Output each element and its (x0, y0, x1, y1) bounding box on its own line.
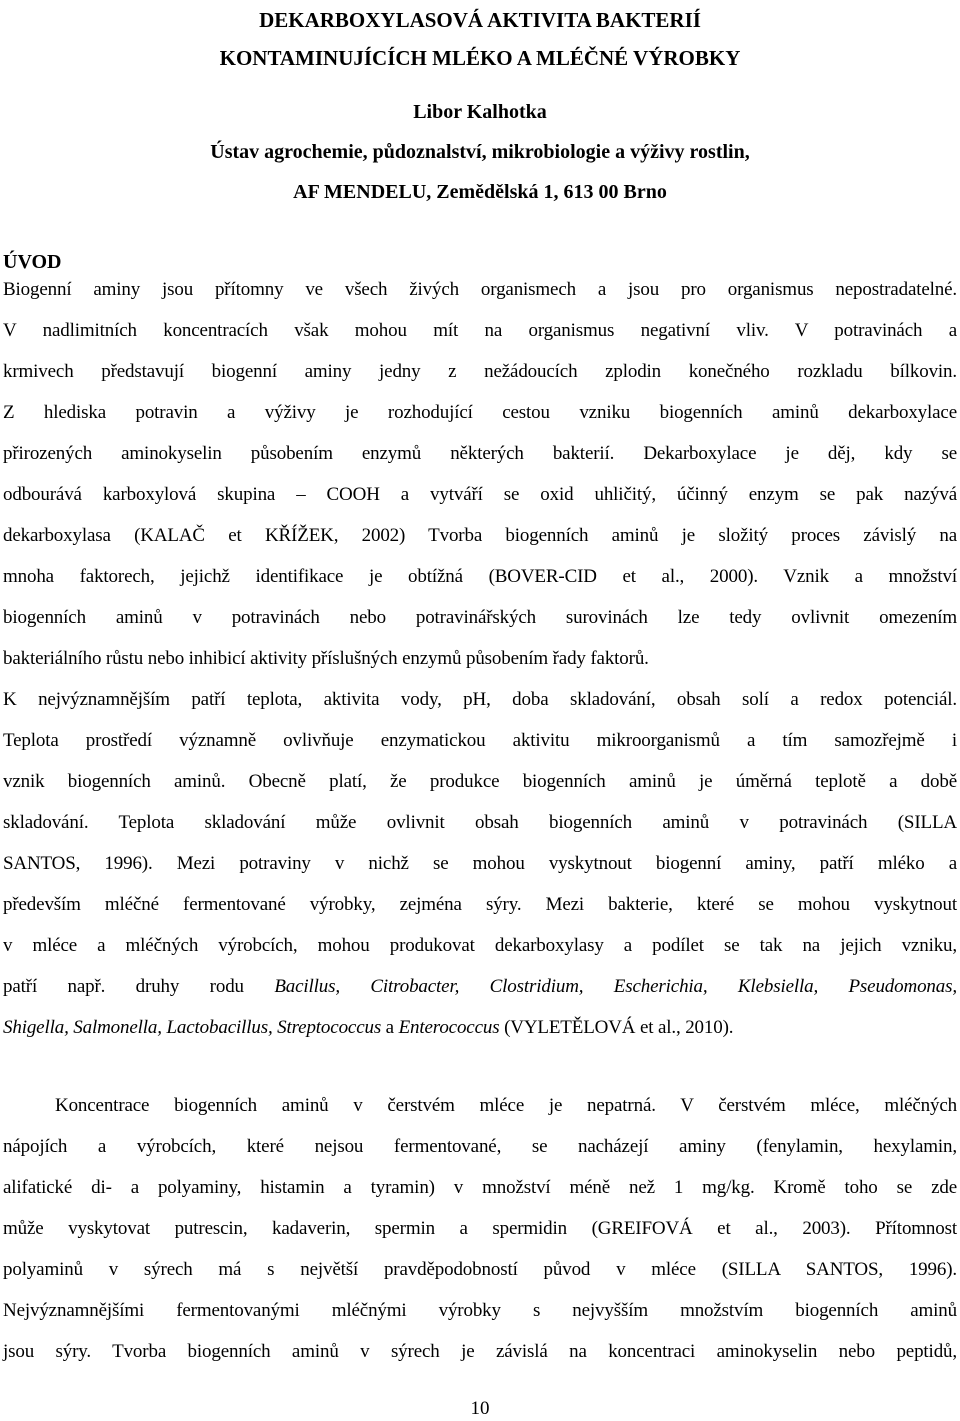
page-number: 10 (470, 1398, 490, 1419)
paragraph-1-line: skladování. Teplota skladování může ovlivnit obsah biogenních aminů v potravinách (SILLA (3, 812, 957, 833)
author-name: Libor Kalhotka (413, 101, 547, 123)
author-block (0, 100, 960, 220)
title-line-2: KONTAMINUJÍCÍCH MLÉKO A MLÉČNÉ VÝROBKY (219, 46, 741, 70)
paragraph-1-line: mnoha faktorech, jejichž identifikace je obtížná (BOVER-CID et al., 2000). Vznik a množství (3, 566, 957, 587)
paragraph-1-line: Z hlediska potravin a výživy je rozhodující cestou vzniku biogenních aminů dekarboxylace (3, 402, 957, 423)
paragraph-1-line: odbourává karboxylová skupina – COOH a vytváří se oxid uhličitý, účinný enzym se pak nazývá (3, 484, 957, 505)
paragraph-1-line: krmivech představují biogenní aminy jedny z nežádoucích zplodin konečného rozkladu bílkovin. (3, 361, 957, 382)
paragraph-1-line: Biogenní aminy jsou přítomny ve všech živých organismech a jsou pro organismus nepostradatelné. (3, 279, 957, 300)
paragraph-1-line: bakteriálního růstu nebo inhibicí aktivity příslušných enzymů působením řady faktorů. (3, 648, 649, 669)
citation-text: (VYLETĚLOVÁ et al., 2010). (499, 1017, 734, 1038)
species-conjunction: a (381, 1017, 399, 1038)
paragraph-2-line: alifatické di- a polyaminy, histamin a tyramin) v množství méně než 1 mg/kg. Kromě toho se zde (3, 1177, 957, 1198)
paragraph-2-line: Koncentrace biogenních aminů v čerstvém mléce je nepatrná. V čerstvém mléce, mléčných (55, 1095, 957, 1116)
paragraph-1-line: Teplota prostředí významně ovlivňuje enzymatickou aktivitu mikroorganismů a tím samozřejmě i (3, 730, 957, 751)
species-list-italic: Shigella, Salmonella, Lactobacillus, Streptococcus (3, 1017, 382, 1038)
affiliation-line-2: AF MENDELU, Zemědělská 1, 613 00 Brno (293, 181, 667, 203)
paragraph-2-line: polyaminů v sýrech má s největší pravděpodobností původ v mléce (SILLA SANTOS, 1996). (3, 1259, 957, 1280)
paragraph-1-line: biogenních aminů v potravinách nebo potravinářských surovinách lze tedy ovlivnit omezením (3, 607, 957, 628)
species-enterococcus: Enterococcus (398, 1017, 500, 1038)
species-intro-text: patří např. druhy rodu (3, 976, 275, 997)
paragraph-2 (3, 1092, 957, 1379)
paragraph-1-line-species-end (3, 1014, 957, 1055)
title-line-1: DEKARBOXYLASOVÁ AKTIVITA BAKTERIÍ (259, 8, 701, 32)
paper-title (0, 6, 960, 82)
paragraph-1-line: dekarboxylasa (KALAČ et KŘÍŽEK, 2002) Tvorba biogenních aminů je složitý proces závislý na (3, 525, 957, 546)
paragraph-1-line: vznik biogenních aminů. Obecně platí, že produkce biogenních aminů je úměrná teplotě a době (3, 771, 957, 792)
paragraph-2-line: nápojích a výrobcích, které nejsou fermentované, se nacházejí aminy (fenylamin, hexylamin, (3, 1136, 957, 1157)
paragraph-1-line: v mléce a mléčných výrobcích, mohou produkovat dekarboxylasy a podílet se tak na jejich vzniku, (3, 935, 957, 956)
paragraph-2-line: může vyskytovat putrescin, kadaverin, spermin a spermidin (GREIFOVÁ et al., 2003). Přítomnost (3, 1218, 957, 1239)
species-list-italic: Bacillus, Citrobacter, Clostridium, Escherichia, Klebsiella, Pseudomonas, (274, 976, 957, 997)
paragraph-1-line: SANTOS, 1996). Mezi potraviny v nichž se mohou vyskytnout biogenní aminy, patří mléko a (3, 853, 957, 874)
affiliation-line-1: Ústav agrochemie, půdoznalství, mikrobiologie a výživy rostlin, (210, 141, 750, 163)
section-heading-uvod: ÚVOD (3, 251, 62, 273)
paragraph-1-line: V nadlimitních koncentracích však mohou mít na organismus negativní vliv. V potravinách a (3, 320, 957, 341)
paragraph-1-line: přirozených aminokyselin působením enzymů některých bakterií. Dekarboxylace je děj, kdy se (3, 443, 957, 464)
paragraph-1 (3, 276, 957, 1055)
paragraph-1-line: K nejvýznamnějším patří teplota, aktivita vody, pH, doba skladování, obsah solí a redox potenciál. (3, 689, 957, 710)
paragraph-1-line-species (3, 973, 957, 1014)
paragraph-2-line: Nejvýznamnějšími fermentovanými mléčnými výrobky s nejvyšším množstvím biogenních aminů (3, 1300, 957, 1321)
paragraph-2-line: jsou sýry. Tvorba biogenních aminů v sýrech je závislá na koncentraci aminokyselin nebo peptidů, (3, 1341, 957, 1362)
paragraph-1-line: především mléčné fermentované výrobky, zejména sýry. Mezi bakterie, které se mohou vyskytnout (3, 894, 957, 915)
